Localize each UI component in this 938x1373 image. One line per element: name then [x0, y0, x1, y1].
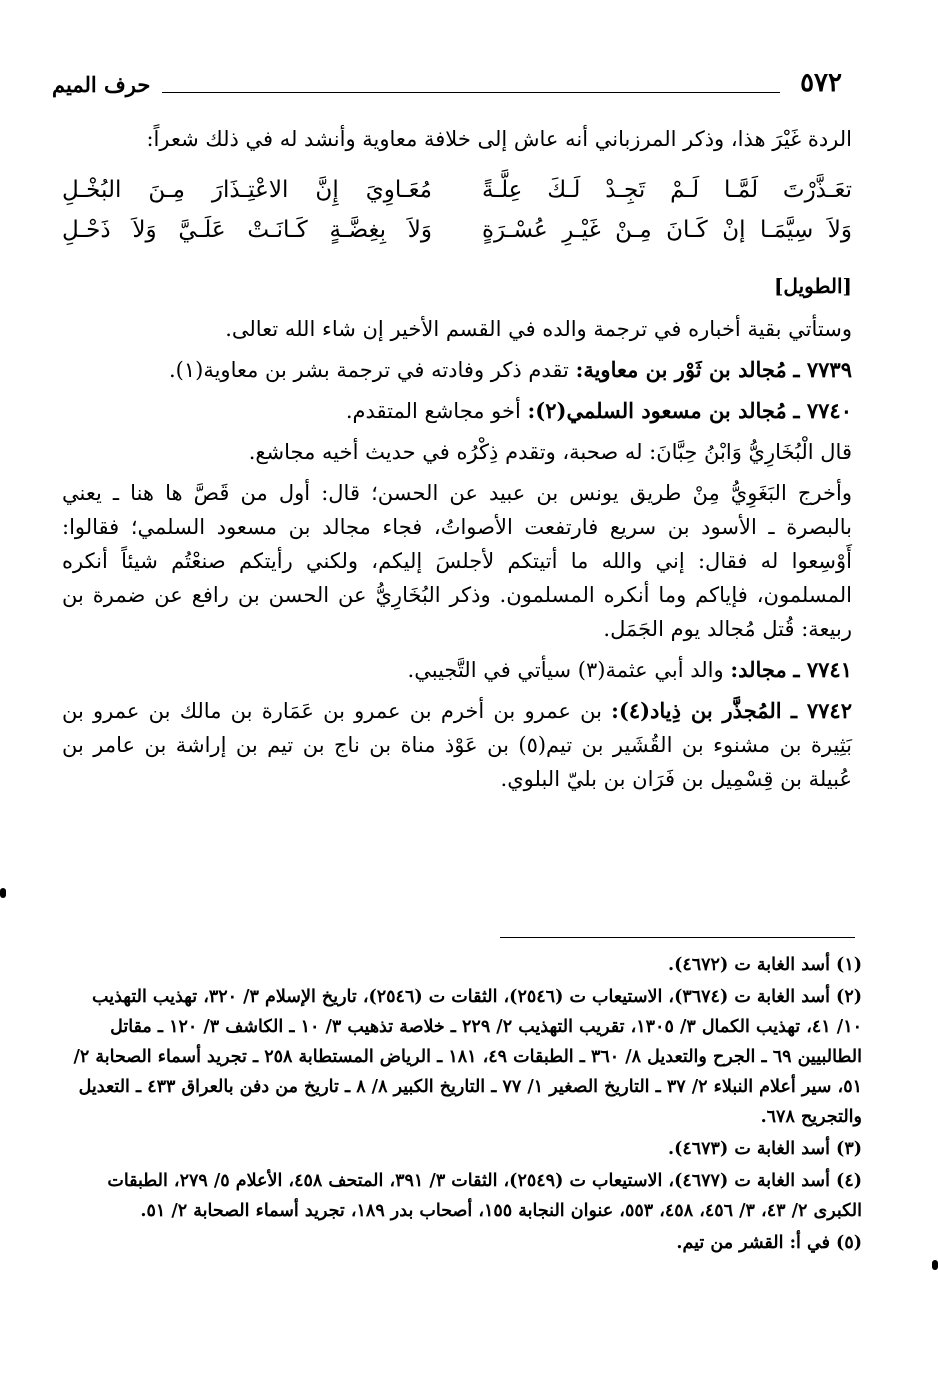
entry-7739 — [62, 353, 852, 387]
footnote-number: (٣) — [836, 1139, 862, 1159]
hemistich-second: وَلاَ بِغِضَّـةٍ كَـانَـتْ عَلَـيَّ وَلاَ ذَحْـلِ — [62, 217, 432, 243]
footnote — [62, 982, 862, 1132]
entry-name: مُجالد بن ثَوْر بن معاوية: — [575, 357, 787, 382]
hemistich-first: وَلاَ سِيَّمَـا إنْ كَـانَ مِـنْ غَيْـرِ عُسْـرَةٍ — [482, 217, 852, 243]
footnote-text: في أ: القشر من تيم. — [676, 1233, 830, 1253]
footnotes — [62, 950, 862, 1260]
scan-edge-mark — [0, 888, 6, 898]
poem-meter: [الطويل] — [773, 274, 852, 298]
entry-7742 — [62, 694, 852, 796]
paragraph: وأخرج البَغَوِيُّ مِنْ طريق يونس بن عبيد عن الحسن؛ قال: أول من قَصَّ ها هنا ـ يعني بالبصرة ـ الأسود بن سريع فارتفعت الأصواتُ، فجاء مجالد بن مسعود السلمي؛ فقالوا: أَوْسِعوا له فقال: إني والله ما أتيتكم لأجلسَ إليكم، ولكني رأيتكم صنعْتُم شيئاً أنكره المسلمون، فإياكم وما أنكره المسلمون. وذكر البُخَارِيُّ عن الحسن بن رافع عن ضمرة بن ربيعة: قُتل مُجالد يوم الجَمَل. — [62, 481, 852, 641]
running-title: حرف الميم — [52, 72, 151, 97]
entry-text: بن عمرو بن أخرم بن عمرو بن عَمَارة بن مالك بن عمرو بن بَثِيرة بن مشنوء بن القُشَير بن تيم(٥) بن عَوْذ مناة بن ناج بن تيم بن إراشة بن عامر بن عُبيلة بن قِسْمِيل بن فَرَان بن بليّ البلوي. — [62, 699, 852, 791]
entry-text: والد أبي عثمة(٣) سيأتي في التَّجيبي. — [407, 658, 724, 682]
entry-name: مجالد: — [730, 657, 787, 682]
header-rule — [162, 92, 780, 93]
footnote — [62, 950, 862, 980]
main-content — [62, 312, 852, 803]
entry-number: ٧٧٣٩ ـ — [793, 357, 852, 382]
intro-paragraph — [62, 122, 852, 160]
entry-text: أخو مجاشع المتقدم. — [345, 399, 521, 423]
page-header — [52, 68, 850, 108]
footnote — [62, 1134, 862, 1164]
entry-number: ٧٧٤٠ ـ — [793, 398, 852, 423]
entry-name: المُجذَّر بن ذِياد(٤): — [611, 698, 782, 723]
footnote-text: أسد الغابة ت (٤٦٧٧)، الاستيعاب ت (٢٥٤٩)، الثقات ٣/ ٣٩١، المتحف ٤٥٨، الأعلام ٥/ ٢٧٩، الطبقات الكبرى ٢/ ٤٣، ٣/ ٤٥٦، ٤٥٨، ٥٥٣، عنوان النجابة ١٥٥، أصحاب بدر ١٨٩، تجريد أسماء الصحابة ٢/ ٥١. — [107, 1171, 862, 1221]
poem-verse — [62, 170, 852, 210]
hemistich-second: مُعَـاوِيَ إِنَّ الاعْتِـذَارَ مِـنَ البُخْـلِ — [62, 177, 432, 203]
scan-edge-mark — [932, 1260, 938, 1270]
entry-7740 — [62, 394, 852, 428]
hemistich-first: تعَـذَّرْتَ لَمَّـا لَـمْ تَجِـدْ لَـكَ عِلَّـةً — [482, 177, 852, 203]
footnote-number: (٢) — [836, 987, 862, 1007]
page-number: ٥٧٢ — [800, 68, 842, 98]
entry-number: ٧٧٤١ ـ — [793, 657, 852, 682]
footnote-text: أسد الغابة ت (٤٦٧٢). — [667, 955, 830, 975]
footnote-number: (١) — [836, 955, 862, 975]
poem — [62, 170, 852, 250]
poem-verse — [62, 210, 852, 250]
footnote-text: أسد الغابة ت (٤٦٧٣). — [667, 1139, 830, 1159]
paragraph: قال الْبُخَارِيُّ وَابْنُ حِبَّانَ: له صحبة، وتقدم ذِكْرُه في حديث أخيه مجاشع. — [248, 440, 852, 464]
intro-text: الردة غَيْرَ هذا، وذكر المرزباني أنه عاش إلى خلافة معاوية وأنشد له في ذلك شعراً: — [146, 127, 852, 151]
footnote-rule — [500, 937, 855, 938]
paragraph: وستأتي بقية أخباره في ترجمة والده في القسم الأخير إن شاء الله تعالى. — [225, 317, 852, 341]
entry-number: ٧٧٤٢ ـ — [790, 698, 852, 723]
footnote-number: (٥) — [836, 1233, 862, 1253]
footnote-number: (٤) — [836, 1171, 862, 1191]
entry-7741 — [62, 653, 852, 687]
footnote — [62, 1166, 862, 1226]
footnote — [62, 1228, 862, 1258]
entry-name: مُجالد بن مسعود السلمي(٢): — [527, 398, 787, 423]
entry-text: تقدم ذكر وفادته في ترجمة بشر بن معاوية(١). — [168, 358, 569, 382]
footnote-text: أسد الغابة ت (٣٦٧٤)، الاستيعاب ت (٢٥٤٦)، الثقات ت (٢٥٤٦)، تاريخ الإسلام ٣/ ٣٢٠، تهذيب التهذيب ١٠/ ٤١، تهذيب الكمال ٣/ ١٣٠٥، تقريب التهذيب ٢/ ٢٢٩ ـ خلاصة تذهيب ٣/ ١٠ ـ الكاشف ٣/ ١٢٠ ـ مقاتل الطالبيين ٦٩ ـ الجرح والتعديل ٨/ ٣٦٠ ـ الطبقات ٤٩، ١٨١ ـ الرياض المستطابة ٢٥٨ ـ تجريد أسماء الصحابة ٢/ ٥١، سير أعلام النبلاء ٢/ ٣٧ ـ التاريخ الصغير ١/ ٧٧ ـ التاريخ الكبير ٨/ ٨ ـ تاريخ من دفن بالعراق ٤٣٣ ـ التعديل والتجريح ٦٧٨. — [73, 987, 862, 1127]
